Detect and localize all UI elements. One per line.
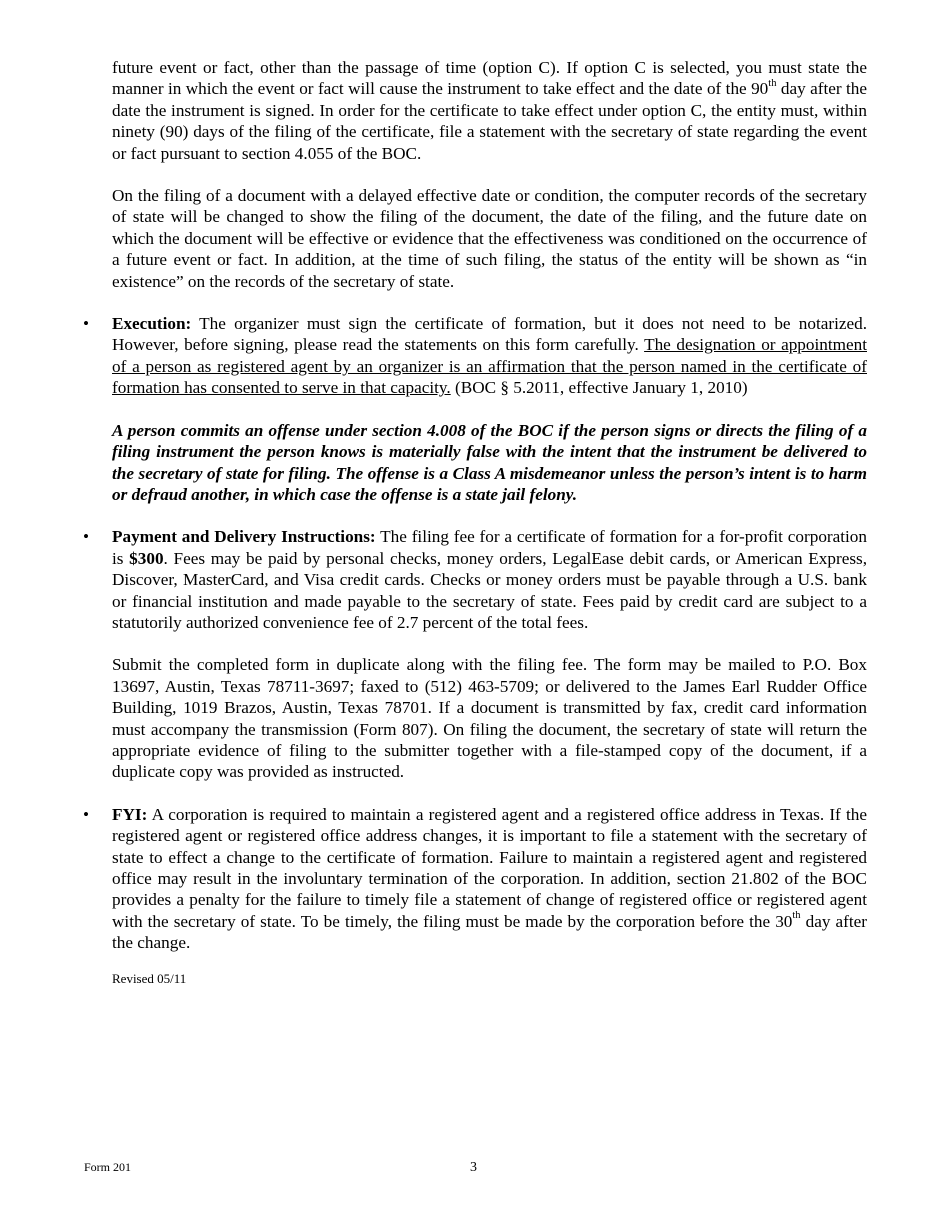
registered-agent-affirmation: The designation or appointment of a person as registered agent by an organizer is an affirmation that the person named in the certificate of formation has consented to serve in that capacity. xyxy=(112,335,867,398)
fyi-section xyxy=(83,804,867,954)
payment-section xyxy=(83,526,868,782)
revision-date: Revised 05/11 xyxy=(112,970,187,986)
fyi-heading: FYI: xyxy=(112,804,148,824)
payment-heading: Payment and Delivery Instructions: xyxy=(112,527,376,547)
execution-heading: Execution: xyxy=(112,314,192,334)
page-number: 3 xyxy=(470,1160,477,1175)
bullet-icon: • xyxy=(83,804,90,824)
payment-paragraph: Payment and Delivery Instructions: The filing fee for a certificate of formation for a for-profit corporation is $300. Fees may be paid by personal checks, money orders, LegalEase debit cards, or American Express, Discover, MasterCard, and Visa credit cards. Checks or money orders must be payable through a U.S. bank or financial institution and made payable to the secretary of state. Fees paid by credit card are subject to a statutorily authorized convenience fee of 2.7 percent of the total fees. xyxy=(112,527,868,632)
fyi-paragraph: FYI: A corporation is required to maintain a registered agent and a registered office address in Texas. If the registered agent or registered office address changes, it is important to file a statement with the secretary of state to effect a change to the certificate of formation. Failure to maintain a registered agent and registered office may result in the involuntary termination of the corporation. In addition, section 21.802 of the BOC provides a penalty for the failure to timely file a statement of change of registered office or registered agent with the secretary of state. To be timely, the filing must be made by the corporation before the 30th day after the change. xyxy=(112,804,867,953)
filing-fee: $300 xyxy=(129,548,164,568)
execution-section xyxy=(83,313,867,505)
bullet-icon: • xyxy=(83,314,90,334)
submit-paragraph: Submit the completed form in duplicate along with the filing fee. The form may be mailed to P.O. Box 13697, Austin, Texas 78711-3697; faxed to (512) 463-5709; or delivered to the James Earl Rudder Office Building, 1019 Brazos, Austin, Texas 78701. If a document is transmitted by fax, credit card information must accompany the transmission (Form 807). On filing the document, the secretary of state will return the appropriate evidence of filing to the submitter together with a file-stamped copy of the document, if a duplicate copy was provided as instructed. xyxy=(112,655,867,782)
bullet-icon: • xyxy=(83,527,90,547)
offense-warning: A person commits an offense under section 4.008 of the BOC if the person signs or directs the filing of a filing instrument the person knows is materially false with the intent that the instrument be delivered to the secretary of state for filing. The offense is a Class A misdemeanor unless the person’s intent is to harm or defraud another, in which case the offense is a state jail felony. xyxy=(112,420,867,504)
document-body xyxy=(83,57,868,987)
form-number: Form 201 xyxy=(84,1160,132,1174)
delayed-filing-paragraph: On the filing of a document with a delayed effective date or condition, the computer records of the secretary of state will be changed to show the filing of the document, the date of the filing, and the future date on which the document will be effective or evidence that the effectiveness was conditioned on the occurrence of a future event or fact. In addition, at the time of such filing, the status of the entity will be shown as “in existence” on the records of the secretary of state. xyxy=(112,186,867,291)
option-c-paragraph: future event or fact, other than the passage of time (option C). If option C is selected, you must state the manner in which the event or fact will cause the instrument to take effect and the date of the 90th day after the date the instrument is signed. In order for the certificate to take effect under option C, the entity must, within ninety (90) days of the filing of the certificate, file a statement with the secretary of state regarding the event or fact pursuant to section 4.055 of the BOC. xyxy=(112,58,867,163)
execution-paragraph: Execution: The organizer must sign the certificate of formation, but it does not need to be notarized. However, before signing, please read the statements on this form carefully. The designation or appointment of a person as registered agent by an organizer is an affirmation that the person named in the certificate of formation has consented to serve in that capacity. (BOC § 5.2011, effective January 1, 2010) xyxy=(112,314,867,398)
